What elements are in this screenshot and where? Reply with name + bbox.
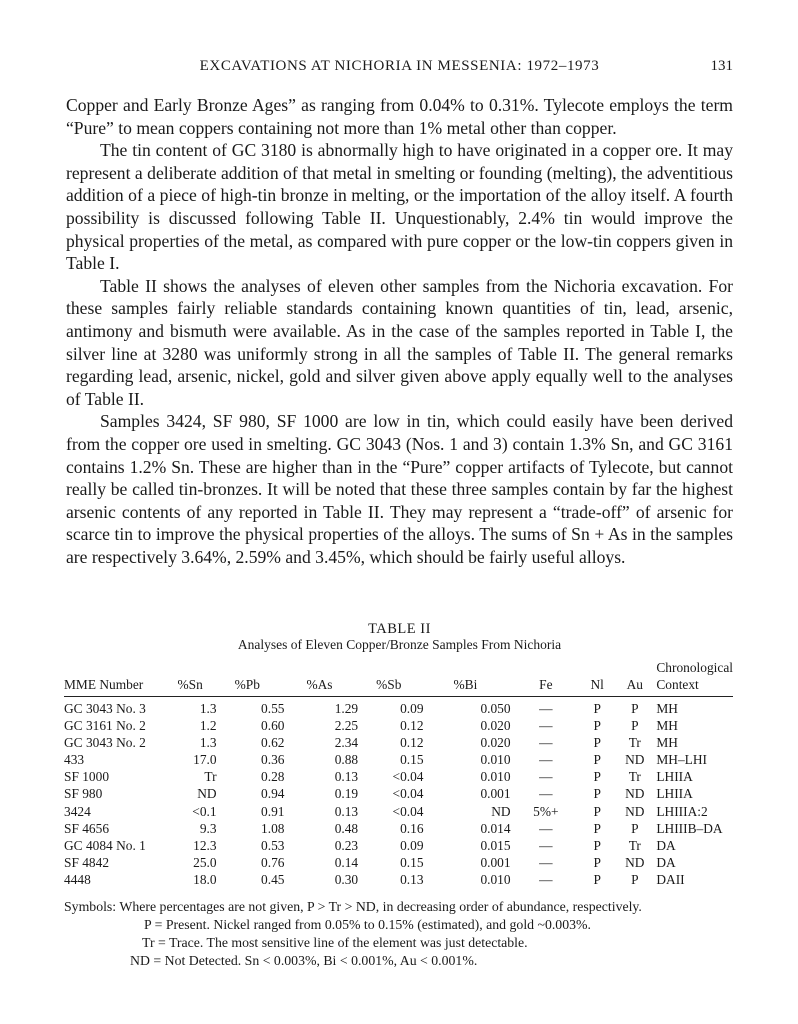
cell-fe: — bbox=[539, 854, 553, 870]
cell-sb: <0.04 bbox=[392, 786, 424, 802]
cell-context: MH bbox=[656, 718, 678, 734]
cell-sb: 0.13 bbox=[400, 871, 424, 887]
cell-sb: 0.15 bbox=[400, 854, 424, 870]
cell-as: 0.23 bbox=[334, 837, 359, 853]
cell-sn: 25.0 bbox=[193, 854, 217, 870]
cell-pb: 0.53 bbox=[261, 837, 285, 853]
cell-sn: 1.3 bbox=[199, 701, 217, 716]
cell-ni: P bbox=[593, 752, 601, 768]
cell-context: LHIIIB–DA bbox=[656, 820, 723, 836]
running-title: EXCAVATIONS AT NICHORIA IN MESSENIA: 1972–1973 bbox=[199, 58, 600, 74]
cell-context: DA bbox=[656, 854, 676, 870]
cell-ni: P bbox=[593, 718, 601, 734]
cell-ni: P bbox=[593, 837, 601, 853]
cell-mme-number: SF 980 bbox=[64, 786, 103, 802]
cell-bi: 0.010 bbox=[480, 769, 511, 785]
cell-fe: 5%+ bbox=[533, 803, 559, 819]
cell-sn: 1.2 bbox=[199, 718, 217, 734]
cell-ni: P bbox=[593, 871, 601, 887]
cell-as: 2.34 bbox=[334, 735, 359, 751]
cell-context: DA bbox=[656, 837, 676, 853]
paragraph: Table II shows the analyses of eleven other samples from the Nichoria excavation. For these samples fairly reliable standards containing known quantities of tin, lead, arsenic, antimony and bismuth were available. As in the case of the samples reported in Table I, the silver line at 3280 was uniformly strong in all the samples of Table II. The general remarks regarding lead, arsenic, nickel, gold and silver given above apply equally well to the analyses of Table II. bbox=[66, 275, 733, 409]
cell-pb: 0.45 bbox=[261, 871, 285, 887]
cell-context: DAII bbox=[656, 871, 685, 887]
cell-sn: 12.3 bbox=[193, 837, 217, 853]
cell-sn: 17.0 bbox=[193, 752, 217, 768]
cell-au: Tr bbox=[628, 735, 641, 751]
cell-au: P bbox=[631, 701, 639, 716]
cell-bi: 0.001 bbox=[480, 854, 511, 870]
cell-au: Tr bbox=[628, 837, 641, 853]
cell-context: MH–LHI bbox=[656, 752, 707, 768]
symbols-line: Tr = Trace. The most sensitive line of the element was just detectable. bbox=[142, 935, 528, 950]
cell-bi: 0.020 bbox=[480, 718, 511, 734]
header-mme-number: MME Number bbox=[64, 677, 144, 692]
cell-fe: — bbox=[539, 786, 553, 802]
cell-sn: 9.3 bbox=[199, 820, 217, 836]
cell-fe: — bbox=[539, 752, 553, 768]
paragraph: Copper and Early Bronze Ages” as ranging from 0.04% to 0.31%. Tylecote employs the term “Pure” to mean coppers containing not more than 1% metal other than copper. bbox=[66, 95, 733, 138]
header-context-line-2: Context bbox=[656, 677, 699, 692]
cell-context: LHIIA bbox=[656, 769, 693, 785]
cell-fe: — bbox=[539, 701, 553, 716]
cell-context: MH bbox=[656, 701, 678, 716]
cell-au: P bbox=[631, 820, 639, 836]
cell-ni: P bbox=[593, 854, 601, 870]
cell-pb: 1.08 bbox=[261, 820, 285, 836]
body-text bbox=[66, 94, 733, 568]
page-number: 131 bbox=[710, 58, 733, 74]
page-header bbox=[66, 58, 733, 80]
analyses-table bbox=[64, 659, 733, 888]
table-row bbox=[64, 837, 733, 854]
cell-bi: 0.020 bbox=[480, 735, 511, 751]
table-body bbox=[64, 697, 733, 889]
paragraph: Samples 3424, SF 980, SF 1000 are low in tin, which could easily have been derived from the copper ore used in smelting. GC 3043 (Nos. 1 and 3) contain 1.3% Sn, and GC 3161 contains 1.2% Sn. These are higher than in the “Pure” copper artifacts of Tylecote, but cannot really be called tin-bronzes. It will be noted that these three samples contain by far the highest arsenic contents of any reported in Table II. They may represent a “trade-off” of arsenic for scarce tin to improve the physical properties of the alloys. The sums of Sn + As in the samples are respectively 3.64%, 2.59% and 3.45%, which should be fairly useful alloys. bbox=[66, 411, 733, 567]
cell-sn: <0.1 bbox=[192, 803, 217, 819]
cell-mme-number: SF 4656 bbox=[64, 820, 110, 836]
cell-as: 0.19 bbox=[334, 786, 359, 802]
cell-ni: P bbox=[593, 735, 601, 751]
cell-mme-number: GC 4084 No. 1 bbox=[64, 837, 146, 853]
cell-as: 0.13 bbox=[334, 803, 359, 819]
header-as: %As bbox=[306, 677, 333, 692]
paragraph: The tin content of GC 3180 is abnormally high to have originated in a copper ore. It may represent a deliberate addition of that metal in smelting or founding (melting), the adventitious addition of a piece of high-tin bronze in melting, or the importation of the alloy itself. A fourth possibility is discussed following Table II. Unquestionably, 2.4% tin would improve the physical properties of the metal, as compared with pure copper or the low-tin coppers given in Table I. bbox=[66, 140, 733, 274]
header-fe: Fe bbox=[539, 677, 553, 692]
cell-pb: 0.76 bbox=[261, 854, 285, 870]
cell-sn: Tr bbox=[204, 769, 217, 785]
table-title: TABLE II bbox=[368, 621, 431, 637]
table-row bbox=[64, 820, 733, 837]
cell-au: Tr bbox=[628, 769, 641, 785]
table-row bbox=[64, 734, 733, 751]
cell-context: MH bbox=[656, 735, 678, 751]
cell-mme-number: SF 1000 bbox=[64, 769, 110, 785]
cell-au: ND bbox=[625, 854, 645, 870]
cell-ni: P bbox=[593, 820, 601, 836]
cell-pb: 0.60 bbox=[261, 718, 285, 734]
cell-as: 0.48 bbox=[334, 820, 359, 836]
cell-mme-number: SF 4842 bbox=[64, 854, 110, 870]
cell-sb: 0.09 bbox=[400, 837, 424, 853]
cell-as: 1.29 bbox=[334, 701, 359, 716]
table-caption: Analyses of Eleven Copper/Bronze Samples From Nichoria bbox=[237, 637, 562, 652]
cell-as: 0.88 bbox=[334, 752, 359, 768]
header-pb: %Pb bbox=[234, 677, 260, 692]
cell-fe: — bbox=[539, 871, 553, 887]
table-row bbox=[64, 768, 733, 785]
cell-pb: 0.55 bbox=[261, 701, 285, 716]
cell-sn: 1.3 bbox=[199, 735, 217, 751]
header-au: Au bbox=[626, 677, 643, 692]
cell-pb: 0.91 bbox=[261, 803, 285, 819]
cell-au: P bbox=[631, 871, 639, 887]
cell-mme-number: 3424 bbox=[64, 803, 91, 819]
symbols-line: Symbols: Where percentages are not given, P > Tr > ND, in decreasing order of abundance, respectively. bbox=[64, 899, 642, 914]
cell-mme-number: GC 3043 No. 2 bbox=[64, 735, 146, 751]
cell-mme-number: 433 bbox=[64, 752, 85, 768]
header-context-line-1: Chronological bbox=[656, 660, 733, 675]
cell-fe: — bbox=[539, 820, 553, 836]
cell-as: 0.13 bbox=[334, 769, 359, 785]
table-row bbox=[64, 871, 733, 888]
cell-pb: 0.36 bbox=[261, 752, 285, 768]
cell-ni: P bbox=[593, 786, 601, 802]
table-row bbox=[64, 803, 733, 820]
table-row bbox=[64, 785, 733, 802]
cell-bi: 0.014 bbox=[480, 820, 511, 836]
cell-au: ND bbox=[625, 803, 645, 819]
cell-sn: ND bbox=[197, 786, 217, 802]
cell-pb: 0.28 bbox=[261, 769, 285, 785]
cell-ni: P bbox=[593, 803, 601, 819]
header-sb: %Sb bbox=[376, 677, 402, 692]
header-ni: Nl bbox=[590, 677, 604, 692]
cell-mme-number: GC 3161 No. 2 bbox=[64, 718, 146, 734]
cell-as: 2.25 bbox=[334, 718, 359, 734]
cell-bi: 0.010 bbox=[480, 871, 511, 887]
cell-mme-number: 4448 bbox=[64, 871, 91, 887]
header-bi: %Bi bbox=[453, 677, 478, 692]
cell-as: 0.30 bbox=[334, 871, 359, 887]
cell-sb: 0.12 bbox=[400, 718, 424, 734]
cell-au: P bbox=[631, 718, 639, 734]
cell-bi: ND bbox=[491, 803, 511, 819]
cell-fe: — bbox=[539, 718, 553, 734]
cell-sb: <0.04 bbox=[392, 803, 424, 819]
cell-ni: P bbox=[593, 701, 601, 716]
symbols-legend bbox=[64, 898, 734, 970]
cell-ni: P bbox=[593, 769, 601, 785]
cell-bi: 0.010 bbox=[480, 752, 511, 768]
header-chronological-context bbox=[656, 659, 733, 697]
cell-as: 0.14 bbox=[334, 854, 359, 870]
cell-context: LHIIIA:2 bbox=[656, 803, 708, 819]
table-header-row bbox=[64, 659, 733, 697]
cell-sb: <0.04 bbox=[392, 769, 424, 785]
cell-pb: 0.94 bbox=[261, 786, 285, 802]
cell-sn: 18.0 bbox=[193, 871, 217, 887]
cell-mme-number: GC 3043 No. 3 bbox=[64, 701, 146, 716]
table-row bbox=[64, 854, 733, 871]
cell-context: LHIIA bbox=[656, 786, 693, 802]
cell-sb: 0.12 bbox=[400, 735, 424, 751]
cell-bi: 0.015 bbox=[480, 837, 511, 853]
table-row bbox=[64, 717, 733, 734]
cell-fe: — bbox=[539, 837, 553, 853]
cell-sb: 0.15 bbox=[400, 752, 424, 768]
table-row bbox=[64, 751, 733, 768]
cell-sb: 0.16 bbox=[400, 820, 424, 836]
header-sn: %Sn bbox=[177, 677, 203, 692]
symbols-line: P = Present. Nickel ranged from 0.05% to 0.15% (estimated), and gold ~0.003%. bbox=[144, 917, 591, 932]
cell-bi: 0.001 bbox=[480, 786, 511, 802]
cell-bi: 0.050 bbox=[480, 701, 511, 716]
cell-pb: 0.62 bbox=[261, 735, 285, 751]
cell-au: ND bbox=[625, 786, 645, 802]
table-row bbox=[64, 697, 733, 718]
cell-au: ND bbox=[625, 752, 645, 768]
cell-sb: 0.09 bbox=[400, 701, 424, 716]
symbols-line: ND = Not Detected. Sn < 0.003%, Bi < 0.001%, Au < 0.001%. bbox=[130, 953, 478, 968]
cell-fe: — bbox=[539, 735, 553, 751]
cell-fe: — bbox=[539, 769, 553, 785]
